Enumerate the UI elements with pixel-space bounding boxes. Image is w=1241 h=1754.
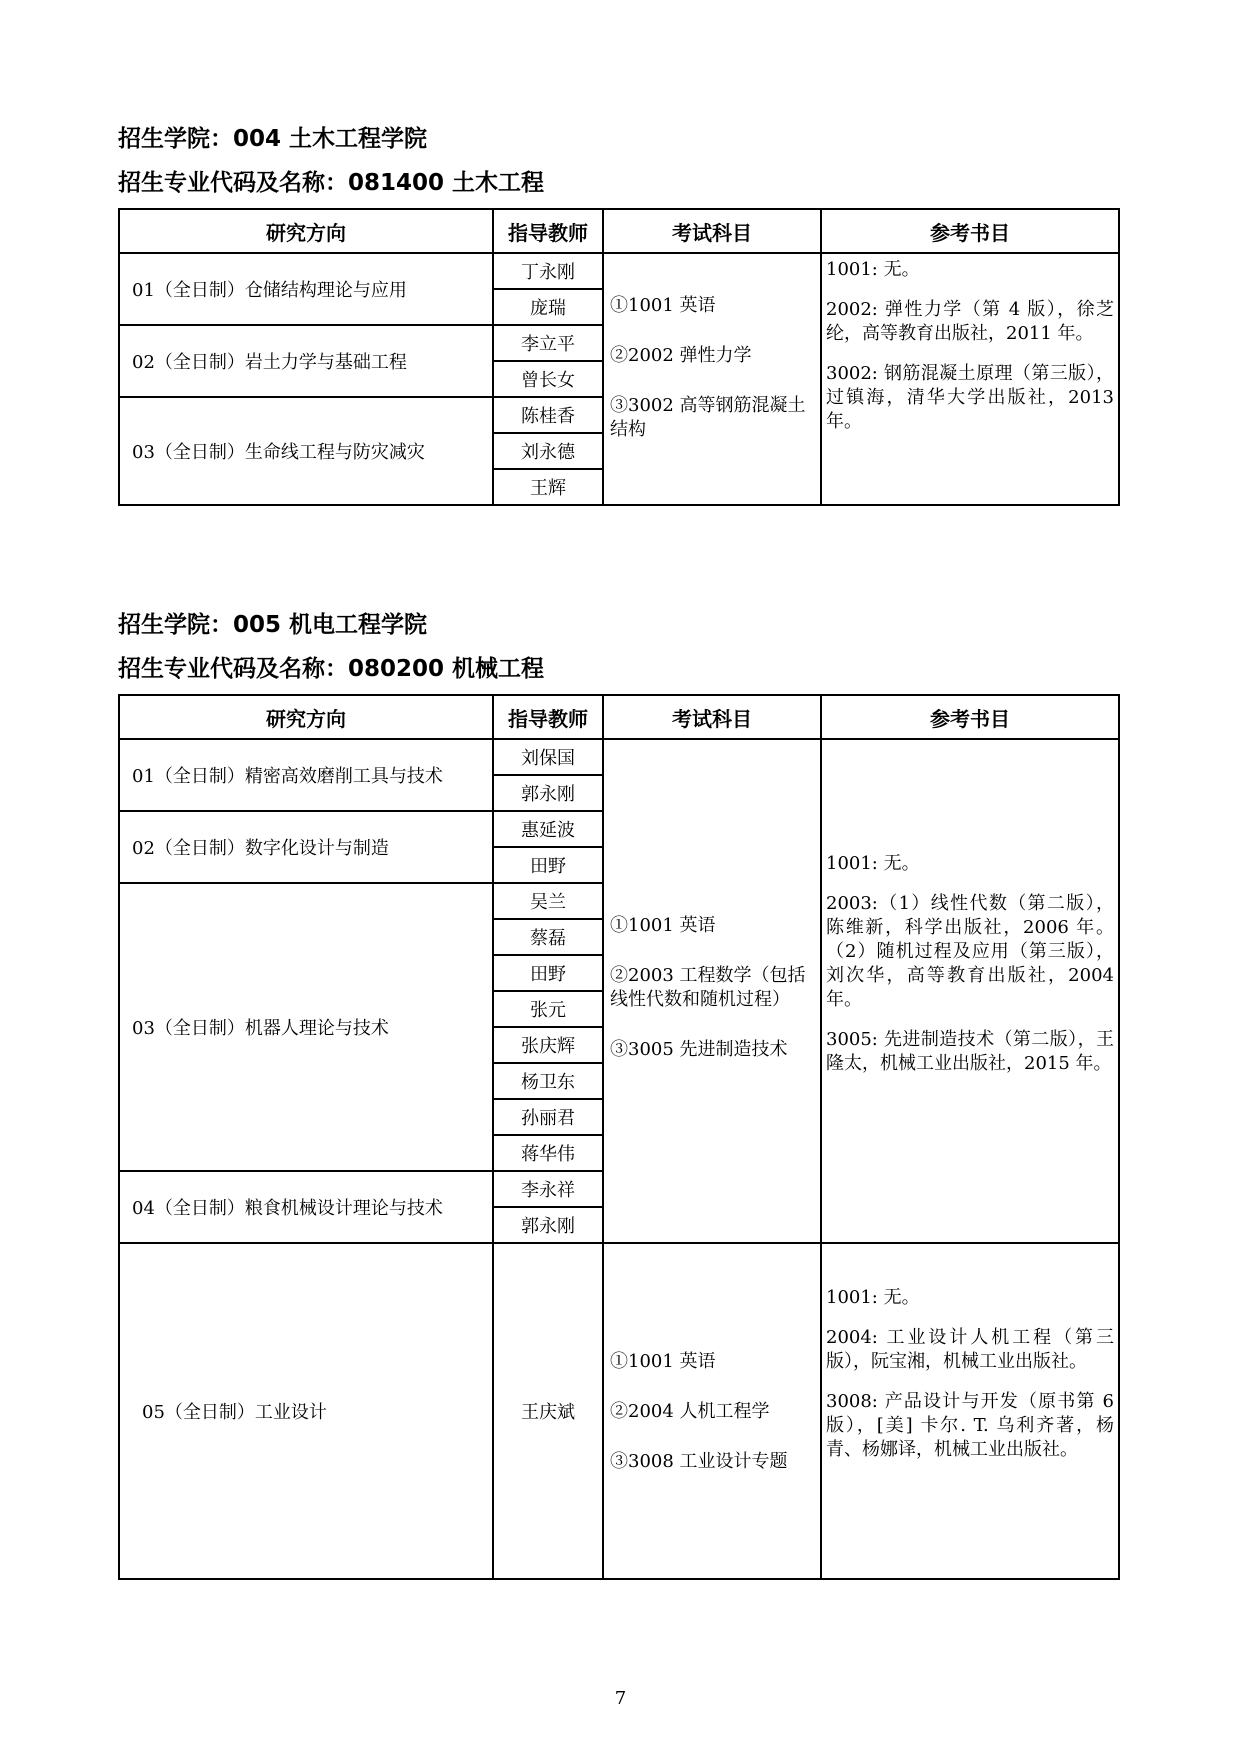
direction-cell: 02（全日制）岩土力学与基础工程: [119, 325, 493, 397]
book-item: 3002: 钢筋混凝土原理（第三版），过镇海，清华大学出版社，2013 年。: [826, 363, 1114, 432]
book-item: 1001: 无。: [826, 1287, 920, 1308]
teacher-cell: 吴兰: [493, 883, 603, 919]
header-direction: 研究方向: [119, 209, 493, 253]
header-subjects: 考试科目: [603, 695, 821, 739]
direction-cell: 02（全日制）数字化设计与制造: [119, 811, 493, 883]
teacher-cell: 曾长女: [493, 361, 603, 397]
book-item: 3008: 产品设计与开发（原书第 6 版），[美] 卡尔. T. 乌利齐著，杨青、杨娜译，机械工业出版社。: [826, 1391, 1114, 1460]
teacher-cell: 刘保国: [493, 739, 603, 775]
book-item: 2002: 弹性力学（第 4 版），徐芝纶，高等教育出版社，2011 年。: [826, 299, 1114, 344]
enrollment-table: [118, 208, 1120, 506]
college-title: 招生学院：005 机电工程学院: [118, 612, 428, 638]
enrollment-table: [118, 694, 1120, 1580]
header-subjects: 考试科目: [603, 209, 821, 253]
books-cell: [821, 739, 1119, 1243]
teacher-cell: 张庆辉: [493, 1027, 603, 1063]
books-cell: [821, 1243, 1119, 1579]
college-title: 招生学院：004 土木工程学院: [118, 126, 428, 152]
teacher-cell: 杨卫东: [493, 1063, 603, 1099]
subject-item: ①1001 英语: [610, 1351, 716, 1372]
teacher-cell: 庞瑞: [493, 289, 603, 325]
subject-item: ②2002 弹性力学: [610, 345, 752, 366]
direction-cell: 01（全日制）精密高效磨削工具与技术: [119, 739, 493, 811]
subject-item: ①1001 英语: [610, 915, 716, 936]
header-books: 参考书目: [821, 695, 1119, 739]
book-item: 3005: 先进制造技术（第二版），王隆太，机械工业出版社，2015 年。: [826, 1029, 1114, 1074]
book-item: 1001: 无。: [826, 259, 920, 280]
teacher-cell: 李永祥: [493, 1171, 603, 1207]
teacher-cell: 李立平: [493, 325, 603, 361]
teacher-cell: 张元: [493, 991, 603, 1027]
books-cell: [821, 253, 1119, 505]
subjects-cell: [603, 1243, 821, 1579]
teacher-cell: 王庆斌: [493, 1243, 603, 1579]
teacher-cell: 丁永刚: [493, 253, 603, 289]
major-title: 招生专业代码及名称：081400 土木工程: [118, 170, 545, 196]
book-item: 2004: 工业设计人机工程（第三版），阮宝湘，机械工业出版社。: [826, 1327, 1114, 1372]
direction-cell: 04（全日制）粮食机械设计理论与技术: [119, 1171, 493, 1243]
teacher-cell: 郭永刚: [493, 1207, 603, 1243]
book-item: 1001: 无。: [826, 853, 920, 874]
major-title: 招生专业代码及名称：080200 机械工程: [118, 656, 545, 682]
subjects-cell: [603, 739, 821, 1243]
book-item: 2003:（1）线性代数（第二版），陈维新，科学出版社，2006 年。（2）随机过程及应用（第三版），刘次华，高等教育出版社，2004 年。: [826, 893, 1114, 1010]
subject-item: ②2003 工程数学（包括线性代数和随机过程）: [610, 965, 806, 1010]
teacher-cell: 惠延波: [493, 811, 603, 847]
header-books: 参考书目: [821, 209, 1119, 253]
subject-item: ①1001 英语: [610, 295, 716, 316]
direction-cell: 03（全日制）机器人理论与技术: [119, 883, 493, 1171]
header-direction: 研究方向: [119, 695, 493, 739]
header-teacher: 指导教师: [493, 209, 603, 253]
teacher-cell: 王辉: [493, 469, 603, 505]
teacher-cell: 蔡磊: [493, 919, 603, 955]
direction-cell: 03（全日制）生命线工程与防灾减灾: [119, 397, 493, 505]
teacher-cell: 陈桂香: [493, 397, 603, 433]
teacher-cell: 郭永刚: [493, 775, 603, 811]
teacher-cell: 刘永德: [493, 433, 603, 469]
subject-item: ③3002 高等钢筋混凝土结构: [610, 395, 806, 440]
header-teacher: 指导教师: [493, 695, 603, 739]
teacher-cell: 田野: [493, 847, 603, 883]
subjects-cell: [603, 253, 821, 505]
subject-item: ②2004 人机工程学: [610, 1401, 770, 1422]
teacher-cell: 孙丽君: [493, 1099, 603, 1135]
direction-cell: 05（全日制）工业设计: [119, 1243, 493, 1579]
teacher-cell: 田野: [493, 955, 603, 991]
subject-item: ③3008 工业设计专题: [610, 1451, 788, 1472]
teacher-cell: 蒋华伟: [493, 1135, 603, 1171]
page-number: 7: [614, 1688, 627, 1709]
subject-item: ③3005 先进制造技术: [610, 1039, 788, 1060]
direction-cell: 01（全日制）仓储结构理论与应用: [119, 253, 493, 325]
